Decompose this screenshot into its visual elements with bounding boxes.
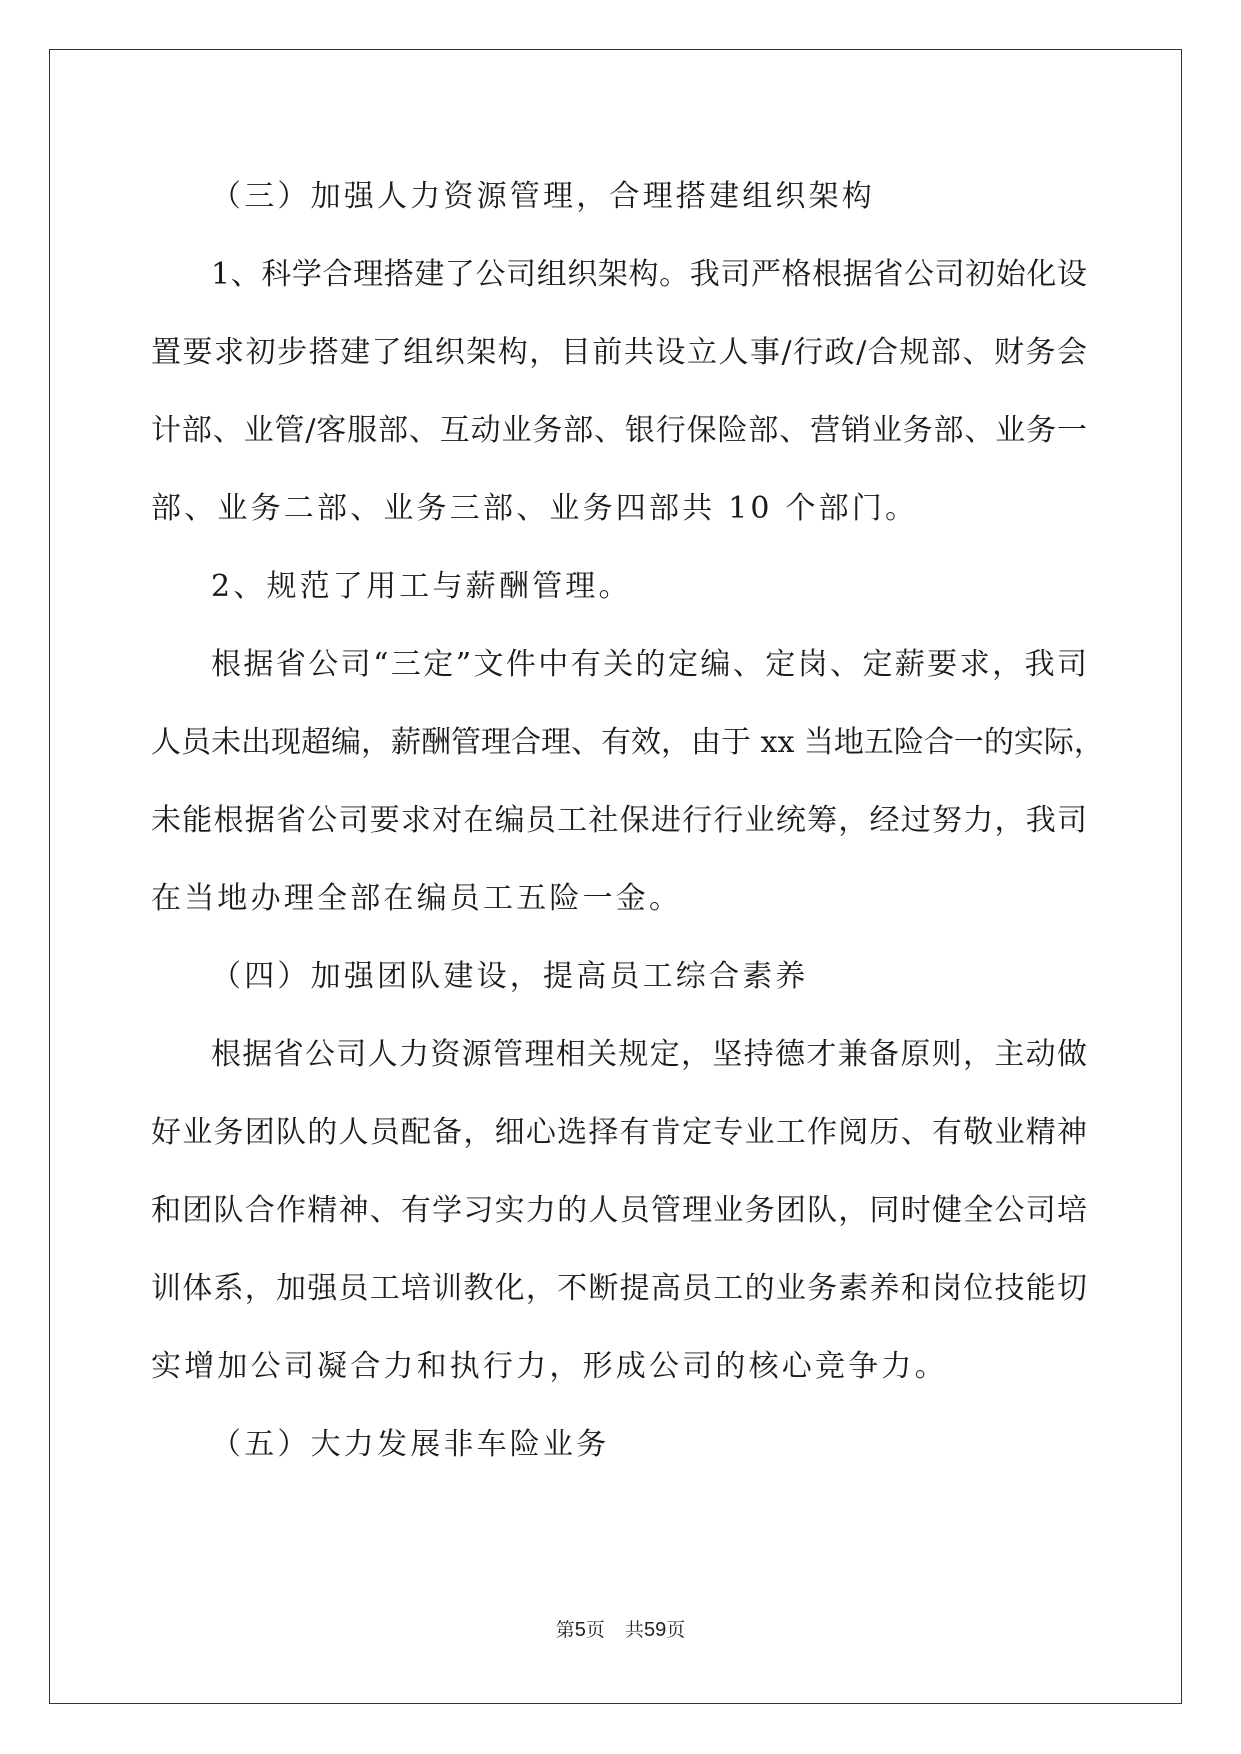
paragraph-line: 在当地办理全部在编员工五险一金。 xyxy=(151,881,683,916)
page-prefix: 第 xyxy=(555,1620,575,1641)
total-suffix: 页 xyxy=(666,1620,686,1641)
section-heading-5: （五）大力发展非车险业务 xyxy=(211,1427,610,1462)
paragraph-line: 未能根据省公司要求对在编员工社保进行行业统筹，经过努力，我司 xyxy=(151,803,1087,838)
section-heading-4: （四）加强团队建设，提高员工综合素养 xyxy=(211,959,809,994)
document-body xyxy=(151,158,1104,1484)
paragraph-line: 好业务团队的人员配备，细心选择有肯定专业工作阅历、有敬业精神 xyxy=(151,1115,1087,1150)
page-footer xyxy=(0,1615,1241,1642)
paragraph-line: 计部、业管/客服部、互动业务部、银行保险部、营销业务部、业务一 xyxy=(151,413,1087,448)
paragraph-line: 置要求初步搭建了组织架构，目前共设立人事/行政/合规部、财务会 xyxy=(151,335,1087,370)
paragraph-line: 根据省公司人力资源管理相关规定，坚持德才兼备原则，主动做 xyxy=(211,1037,1087,1072)
total-pages: 59 xyxy=(643,1619,667,1641)
paragraph-line: 实增加公司凝合力和执行力，形成公司的核心竞争力。 xyxy=(151,1349,948,1384)
page-suffix: 页 xyxy=(585,1620,605,1641)
section-heading-3: （三）加强人力资源管理，合理搭建组织架构 xyxy=(211,179,875,214)
paragraph-line: 1、科学合理搭建了公司组织架构。我司严格根据省公司初始化设 xyxy=(211,257,1087,292)
paragraph-line: 人员未出现超编，薪酬管理合理、有效，由于 xx 当地五险合一的实际， xyxy=(151,725,1104,760)
paragraph-line: 部、业务二部、业务三部、业务四部共 10 个部门。 xyxy=(151,491,919,526)
paragraph-line: 和团队合作精神、有学习实力的人员管理业务团队，同时健全公司培 xyxy=(151,1193,1087,1228)
paragraph-line: 2、规范了用工与薪酬管理。 xyxy=(211,569,632,604)
page-number: 5 xyxy=(574,1619,586,1641)
total-prefix: 共 xyxy=(624,1620,644,1641)
paragraph-line: 训体系，加强员工培训教化，不断提高员工的业务素养和岗位技能切 xyxy=(151,1271,1087,1306)
paragraph-line: 根据省公司“三定”文件中有关的定编、定岗、定薪要求，我司 xyxy=(211,647,1087,682)
